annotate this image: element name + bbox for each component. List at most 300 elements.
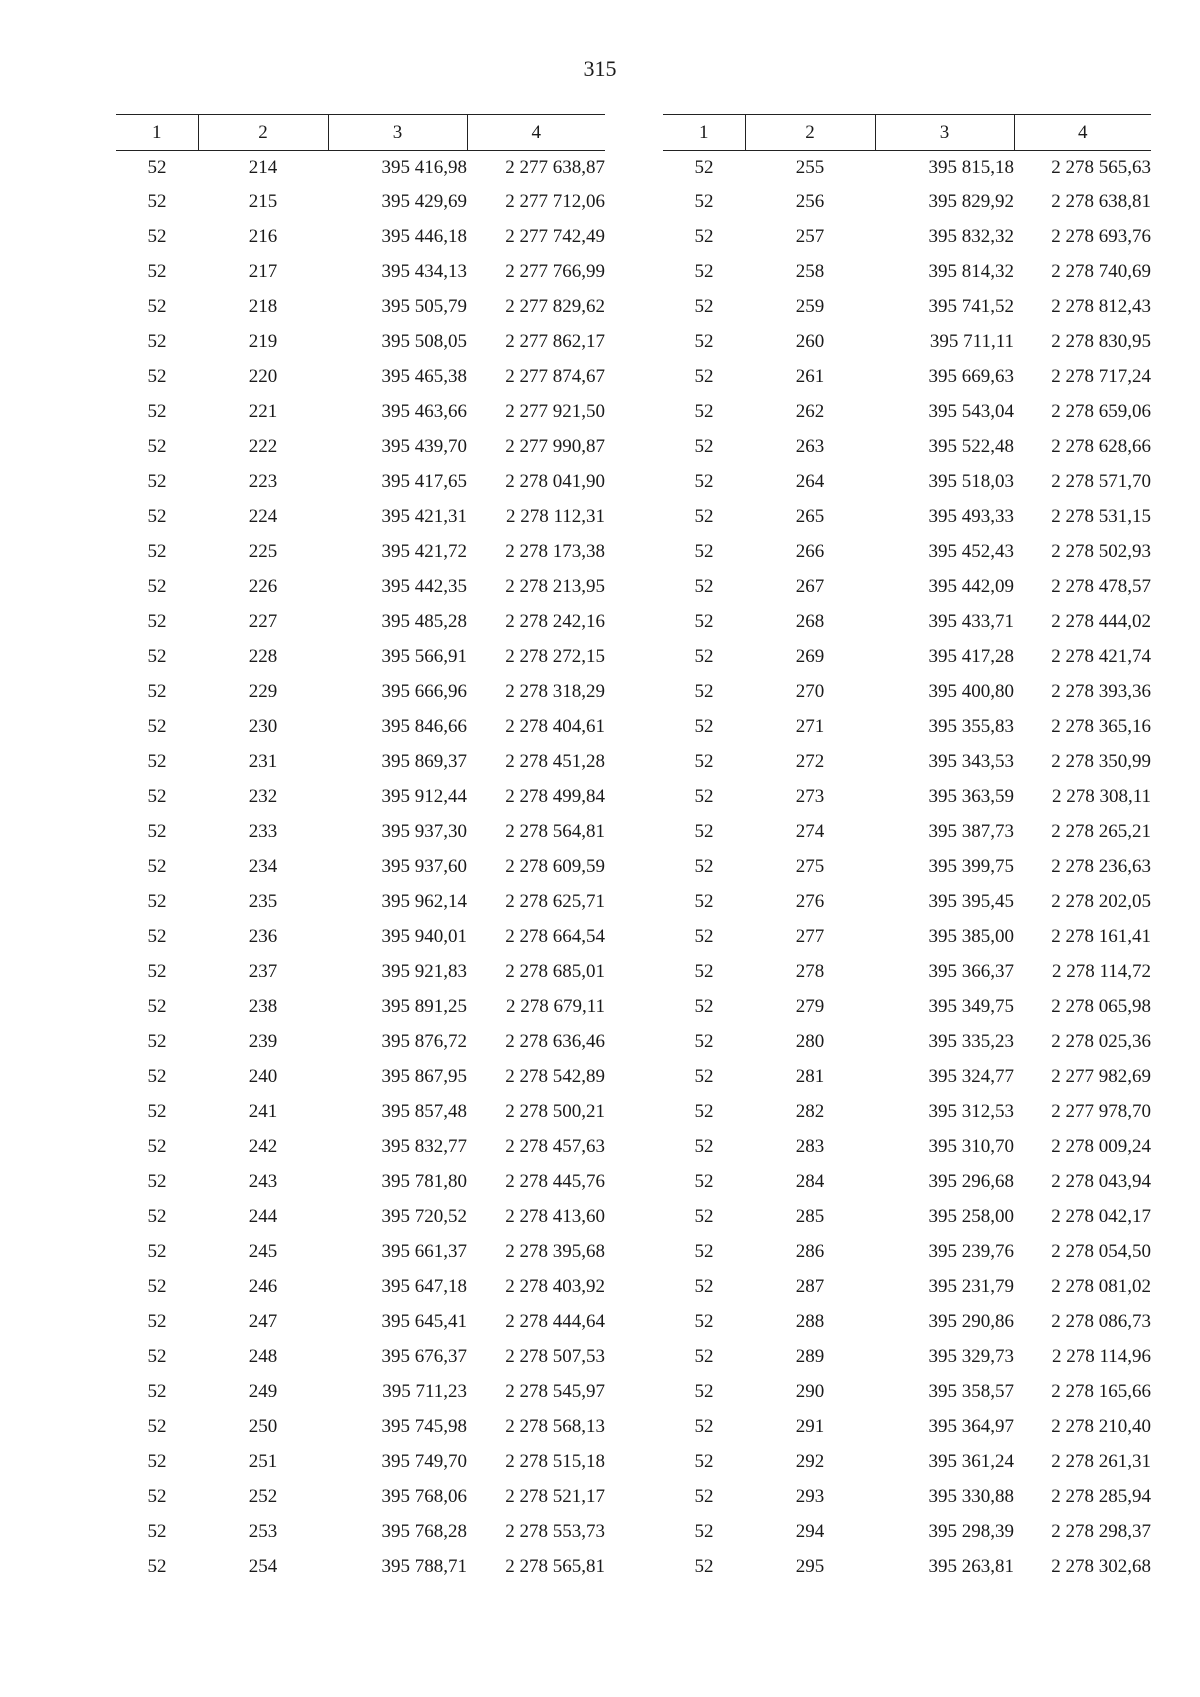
cell-coordinate-x: 395 891,25	[381, 995, 467, 1017]
table-row	[663, 184, 1151, 219]
cell-point-number: 253	[248, 1520, 278, 1542]
table-row	[663, 814, 1151, 849]
cell-contour-number: 52	[147, 785, 167, 807]
cell-coordinate-y: 2 278 685,01	[505, 960, 605, 982]
cell-coordinate-y: 2 278 507,53	[505, 1345, 605, 1367]
cell-coordinate-y: 2 278 531,15	[1051, 505, 1151, 527]
cell-contour-number: 52	[694, 1520, 714, 1542]
cell-coordinate-x: 395 385,00	[928, 925, 1014, 947]
cell-coordinate-y: 2 278 043,94	[1051, 1170, 1151, 1192]
cell-coordinate-y: 2 278 636,46	[505, 1030, 605, 1052]
cell-point-number: 223	[248, 470, 278, 492]
cell-coordinate-y: 2 277 978,70	[1051, 1100, 1151, 1122]
cell-contour-number: 52	[694, 365, 714, 387]
cell-coordinate-y: 2 278 693,76	[1051, 225, 1151, 247]
cell-contour-number: 52	[694, 470, 714, 492]
cell-point-number: 264	[795, 470, 825, 492]
cell-coordinate-y: 2 278 664,54	[505, 925, 605, 947]
table-row	[663, 1234, 1151, 1269]
table-row	[116, 1549, 605, 1584]
cell-point-number: 278	[795, 960, 825, 982]
cell-contour-number: 52	[694, 1275, 714, 1297]
cell-coordinate-x: 395 363,59	[928, 785, 1014, 807]
cell-coordinate-x: 395 912,44	[381, 785, 467, 807]
cell-contour-number: 52	[147, 1275, 167, 1297]
table-row	[116, 674, 605, 709]
cell-coordinate-x: 395 429,69	[381, 190, 467, 212]
cell-point-number: 291	[795, 1415, 825, 1437]
cell-coordinate-x: 395 645,41	[381, 1310, 467, 1332]
cell-point-number: 251	[248, 1450, 278, 1472]
cell-coordinate-x: 395 463,66	[381, 400, 467, 422]
cell-contour-number: 52	[147, 1380, 167, 1402]
cell-coordinate-x: 395 364,97	[928, 1415, 1014, 1437]
table-row	[663, 1094, 1151, 1129]
cell-point-number: 274	[795, 820, 825, 842]
cell-contour-number: 52	[694, 820, 714, 842]
cell-point-number: 273	[795, 785, 825, 807]
cell-contour-number: 52	[147, 1170, 167, 1192]
cell-contour-number: 52	[694, 260, 714, 282]
cell-coordinate-y: 2 278 478,57	[1051, 575, 1151, 597]
cell-contour-number: 52	[694, 156, 714, 178]
cell-contour-number: 52	[147, 750, 167, 772]
cell-point-number: 225	[248, 540, 278, 562]
cell-coordinate-y: 2 277 638,87	[505, 156, 605, 178]
cell-coordinate-x: 395 857,48	[381, 1100, 467, 1122]
table-row	[663, 709, 1151, 744]
table-row	[116, 1129, 605, 1164]
cell-point-number: 292	[795, 1450, 825, 1472]
table-row	[116, 1374, 605, 1409]
table-row	[116, 151, 605, 185]
table-row	[116, 254, 605, 289]
cell-contour-number: 52	[147, 1485, 167, 1507]
cell-contour-number: 52	[694, 1345, 714, 1367]
cell-coordinate-x: 395 749,70	[381, 1450, 467, 1472]
cell-coordinate-y: 2 278 628,66	[1051, 435, 1151, 457]
cell-contour-number: 52	[147, 645, 167, 667]
cell-contour-number: 52	[694, 855, 714, 877]
cell-coordinate-y: 2 278 659,06	[1051, 400, 1151, 422]
table-row	[116, 1409, 605, 1444]
table-row	[116, 1479, 605, 1514]
cell-coordinate-x: 395 666,96	[381, 680, 467, 702]
cell-contour-number: 52	[147, 505, 167, 527]
cell-point-number: 242	[248, 1135, 278, 1157]
cell-point-number: 218	[248, 295, 278, 317]
table-row	[116, 184, 605, 219]
cell-coordinate-x: 395 263,81	[928, 1555, 1014, 1577]
cell-coordinate-x: 395 465,38	[381, 365, 467, 387]
cell-coordinate-x: 395 814,32	[928, 260, 1014, 282]
cell-coordinate-x: 395 505,79	[381, 295, 467, 317]
table-row	[663, 639, 1151, 674]
cell-contour-number: 52	[694, 925, 714, 947]
table-row	[663, 219, 1151, 254]
cell-point-number: 215	[248, 190, 278, 212]
table-row	[116, 989, 605, 1024]
cell-coordinate-x: 395 745,98	[381, 1415, 467, 1437]
cell-contour-number: 52	[147, 960, 167, 982]
cell-coordinate-y: 2 277 766,99	[505, 260, 605, 282]
cell-point-number: 255	[795, 156, 825, 178]
cell-point-number: 254	[248, 1555, 278, 1577]
cell-point-number: 293	[795, 1485, 825, 1507]
table-row	[116, 779, 605, 814]
cell-coordinate-y: 2 277 862,17	[505, 330, 605, 352]
cell-coordinate-y: 2 278 350,99	[1051, 750, 1151, 772]
cell-contour-number: 52	[147, 295, 167, 317]
cell-contour-number: 52	[694, 400, 714, 422]
table-row	[663, 1479, 1151, 1514]
cell-coordinate-y: 2 278 213,95	[505, 575, 605, 597]
cell-point-number: 244	[248, 1205, 278, 1227]
cell-coordinate-x: 395 417,28	[928, 645, 1014, 667]
table-row	[663, 151, 1151, 185]
cell-point-number: 226	[248, 575, 278, 597]
table-row	[116, 534, 605, 569]
cell-coordinate-y: 2 277 921,50	[505, 400, 605, 422]
table-row	[116, 814, 605, 849]
cell-coordinate-x: 395 239,76	[928, 1240, 1014, 1262]
cell-coordinate-x: 395 446,18	[381, 225, 467, 247]
cell-coordinate-y: 2 278 210,40	[1051, 1415, 1151, 1437]
cell-coordinate-y: 2 278 451,28	[505, 750, 605, 772]
cell-coordinate-y: 2 278 553,73	[505, 1520, 605, 1542]
cell-coordinate-x: 395 349,75	[928, 995, 1014, 1017]
cell-coordinate-x: 395 442,35	[381, 575, 467, 597]
cell-coordinate-y: 2 278 740,69	[1051, 260, 1151, 282]
cell-coordinate-y: 2 277 712,06	[505, 190, 605, 212]
table-row	[663, 744, 1151, 779]
table-row	[663, 464, 1151, 499]
cell-point-number: 290	[795, 1380, 825, 1402]
table-row	[116, 919, 605, 954]
cell-contour-number: 52	[694, 890, 714, 912]
cell-coordinate-y: 2 278 025,36	[1051, 1030, 1151, 1052]
cell-point-number: 234	[248, 855, 278, 877]
cell-point-number: 289	[795, 1345, 825, 1367]
cell-coordinate-x: 395 387,73	[928, 820, 1014, 842]
cell-coordinate-y: 2 278 009,24	[1051, 1135, 1151, 1157]
table-row	[663, 569, 1151, 604]
cell-contour-number: 52	[694, 1205, 714, 1227]
cell-point-number: 280	[795, 1030, 825, 1052]
cell-coordinate-y: 2 278 272,15	[505, 645, 605, 667]
cell-contour-number: 52	[694, 1170, 714, 1192]
table-row	[116, 464, 605, 499]
cell-coordinate-x: 395 399,75	[928, 855, 1014, 877]
cell-coordinate-x: 395 962,14	[381, 890, 467, 912]
cell-coordinate-x: 395 867,95	[381, 1065, 467, 1087]
table-header-row	[116, 115, 605, 151]
cell-point-number: 221	[248, 400, 278, 422]
cell-coordinate-x: 395 768,06	[381, 1485, 467, 1507]
cell-coordinate-x: 395 741,52	[928, 295, 1014, 317]
table-row	[116, 1234, 605, 1269]
cell-coordinate-y: 2 278 114,72	[1051, 960, 1151, 982]
cell-coordinate-y: 2 278 161,41	[1051, 925, 1151, 947]
cell-point-number: 247	[248, 1310, 278, 1332]
cell-coordinate-x: 395 829,92	[928, 190, 1014, 212]
cell-point-number: 222	[248, 435, 278, 457]
cell-coordinate-y: 2 277 874,67	[505, 365, 605, 387]
cell-coordinate-y: 2 277 982,69	[1051, 1065, 1151, 1087]
cell-coordinate-y: 2 278 265,21	[1051, 820, 1151, 842]
cell-coordinate-y: 2 278 638,81	[1051, 190, 1151, 212]
cell-coordinate-y: 2 278 500,21	[505, 1100, 605, 1122]
coordinates-table-right	[663, 114, 1151, 1584]
cell-coordinate-x: 395 518,03	[928, 470, 1014, 492]
table-row	[116, 1164, 605, 1199]
table-row	[116, 219, 605, 254]
cell-point-number: 282	[795, 1100, 825, 1122]
cell-contour-number: 52	[147, 1030, 167, 1052]
table-body-right	[663, 151, 1151, 1585]
cell-coordinate-y: 2 278 457,63	[505, 1135, 605, 1157]
cell-contour-number: 52	[694, 295, 714, 317]
cell-contour-number: 52	[147, 1065, 167, 1087]
table-row	[663, 534, 1151, 569]
cell-contour-number: 52	[694, 190, 714, 212]
table-row	[116, 604, 605, 639]
cell-coordinate-x: 395 566,91	[381, 645, 467, 667]
cell-coordinate-y: 2 278 421,74	[1051, 645, 1151, 667]
cell-coordinate-x: 395 937,30	[381, 820, 467, 842]
cell-point-number: 259	[795, 295, 825, 317]
cell-contour-number: 52	[694, 715, 714, 737]
cell-contour-number: 52	[147, 995, 167, 1017]
cell-coordinate-y: 2 278 081,02	[1051, 1275, 1151, 1297]
cell-contour-number: 52	[147, 575, 167, 597]
cell-point-number: 249	[248, 1380, 278, 1402]
cell-coordinate-y: 2 278 236,63	[1051, 855, 1151, 877]
cell-coordinate-x: 395 417,65	[381, 470, 467, 492]
cell-point-number: 295	[795, 1555, 825, 1577]
cell-contour-number: 52	[147, 680, 167, 702]
table-row	[663, 1129, 1151, 1164]
cell-coordinate-x: 395 940,01	[381, 925, 467, 947]
cell-coordinate-y: 2 278 444,02	[1051, 610, 1151, 632]
cell-contour-number: 52	[694, 1450, 714, 1472]
cell-coordinate-y: 2 278 261,31	[1051, 1450, 1151, 1472]
cell-coordinate-x: 395 395,45	[928, 890, 1014, 912]
cell-coordinate-y: 2 278 565,81	[505, 1555, 605, 1577]
column-header: 1	[116, 115, 198, 151]
cell-contour-number: 52	[694, 1240, 714, 1262]
table-row	[663, 1549, 1151, 1584]
table-row	[116, 289, 605, 324]
cell-coordinate-y: 2 278 393,36	[1051, 680, 1151, 702]
cell-contour-number: 52	[147, 540, 167, 562]
page-number: 315	[583, 56, 617, 81]
cell-coordinate-y: 2 278 565,63	[1051, 156, 1151, 178]
cell-contour-number: 52	[694, 1100, 714, 1122]
column-header: 1	[663, 115, 745, 151]
cell-coordinate-y: 2 278 568,13	[505, 1415, 605, 1437]
table-row	[663, 429, 1151, 464]
cell-coordinate-x: 395 312,53	[928, 1100, 1014, 1122]
cell-coordinate-y: 2 278 114,96	[1051, 1345, 1151, 1367]
cell-coordinate-y: 2 278 545,97	[505, 1380, 605, 1402]
cell-coordinate-x: 395 937,60	[381, 855, 467, 877]
table-row	[116, 569, 605, 604]
cell-coordinate-y: 2 278 285,94	[1051, 1485, 1151, 1507]
column-header: 2	[745, 115, 875, 151]
cell-point-number: 268	[795, 610, 825, 632]
cell-coordinate-x: 395 869,37	[381, 750, 467, 772]
cell-coordinate-x: 395 324,77	[928, 1065, 1014, 1087]
cell-point-number: 237	[248, 960, 278, 982]
cell-coordinate-y: 2 278 202,05	[1051, 890, 1151, 912]
cell-coordinate-y: 2 278 403,92	[505, 1275, 605, 1297]
cell-contour-number: 52	[147, 1100, 167, 1122]
cell-contour-number: 52	[147, 1205, 167, 1227]
cell-coordinate-x: 395 421,72	[381, 540, 467, 562]
cell-point-number: 262	[795, 400, 825, 422]
cell-point-number: 270	[795, 680, 825, 702]
cell-contour-number: 52	[694, 995, 714, 1017]
cell-coordinate-y: 2 277 990,87	[505, 435, 605, 457]
cell-contour-number: 52	[147, 1345, 167, 1367]
cell-coordinate-y: 2 278 054,50	[1051, 1240, 1151, 1262]
table-row	[663, 1164, 1151, 1199]
column-header: 4	[467, 115, 605, 151]
cell-point-number: 227	[248, 610, 278, 632]
cell-coordinate-y: 2 278 395,68	[505, 1240, 605, 1262]
table-row	[663, 919, 1151, 954]
cell-coordinate-x: 395 416,98	[381, 156, 467, 178]
cell-point-number: 261	[795, 365, 825, 387]
cell-contour-number: 52	[147, 1415, 167, 1437]
cell-contour-number: 52	[694, 1135, 714, 1157]
cell-contour-number: 52	[147, 1135, 167, 1157]
cell-point-number: 240	[248, 1065, 278, 1087]
table-row	[663, 849, 1151, 884]
cell-contour-number: 52	[694, 1030, 714, 1052]
cell-point-number: 257	[795, 225, 825, 247]
cell-point-number: 256	[795, 190, 825, 212]
cell-point-number: 229	[248, 680, 278, 702]
cell-point-number: 265	[795, 505, 825, 527]
cell-point-number: 219	[248, 330, 278, 352]
cell-coordinate-x: 395 452,43	[928, 540, 1014, 562]
cell-coordinate-x: 395 846,66	[381, 715, 467, 737]
cell-point-number: 246	[248, 1275, 278, 1297]
cell-point-number: 285	[795, 1205, 825, 1227]
cell-contour-number: 52	[694, 785, 714, 807]
cell-coordinate-x: 395 355,83	[928, 715, 1014, 737]
cell-contour-number: 52	[694, 1485, 714, 1507]
cell-contour-number: 52	[147, 190, 167, 212]
table-row	[663, 954, 1151, 989]
cell-point-number: 275	[795, 855, 825, 877]
cell-contour-number: 52	[694, 540, 714, 562]
table-row	[116, 324, 605, 359]
cell-coordinate-y: 2 278 165,66	[1051, 1380, 1151, 1402]
cell-coordinate-x: 395 343,53	[928, 750, 1014, 772]
cell-coordinate-y: 2 278 413,60	[505, 1205, 605, 1227]
cell-coordinate-x: 395 400,80	[928, 680, 1014, 702]
cell-contour-number: 52	[694, 750, 714, 772]
cell-contour-number: 52	[147, 855, 167, 877]
column-header: 3	[328, 115, 467, 151]
cell-coordinate-x: 395 439,70	[381, 435, 467, 457]
cell-point-number: 231	[248, 750, 278, 772]
cell-contour-number: 52	[147, 610, 167, 632]
cell-contour-number: 52	[147, 365, 167, 387]
cell-point-number: 284	[795, 1170, 825, 1192]
cell-coordinate-y: 2 278 812,43	[1051, 295, 1151, 317]
cell-coordinate-y: 2 278 404,61	[505, 715, 605, 737]
cell-coordinate-y: 2 278 298,37	[1051, 1520, 1151, 1542]
cell-coordinate-x: 395 522,48	[928, 435, 1014, 457]
cell-coordinate-y: 2 278 444,64	[505, 1310, 605, 1332]
cell-contour-number: 52	[147, 1450, 167, 1472]
cell-point-number: 248	[248, 1345, 278, 1367]
cell-point-number: 279	[795, 995, 825, 1017]
cell-point-number: 228	[248, 645, 278, 667]
table-row	[663, 1514, 1151, 1549]
cell-contour-number: 52	[694, 225, 714, 247]
cell-contour-number: 52	[694, 1310, 714, 1332]
cell-coordinate-x: 395 543,04	[928, 400, 1014, 422]
column-header: 2	[198, 115, 328, 151]
cell-point-number: 216	[248, 225, 278, 247]
table-row	[116, 954, 605, 989]
cell-coordinate-y: 2 278 065,98	[1051, 995, 1151, 1017]
cell-contour-number: 52	[147, 1555, 167, 1577]
cell-coordinate-x: 395 676,37	[381, 1345, 467, 1367]
cell-contour-number: 52	[147, 890, 167, 912]
cell-contour-number: 52	[147, 156, 167, 178]
cell-coordinate-x: 395 358,57	[928, 1380, 1014, 1402]
table-row	[663, 674, 1151, 709]
cell-coordinate-x: 395 298,39	[928, 1520, 1014, 1542]
table-row	[116, 1094, 605, 1129]
cell-contour-number: 52	[694, 575, 714, 597]
table-body-left	[116, 151, 605, 1585]
cell-coordinate-y: 2 278 521,17	[505, 1485, 605, 1507]
cell-coordinate-x: 395 493,33	[928, 505, 1014, 527]
cell-point-number: 230	[248, 715, 278, 737]
cell-coordinate-y: 2 278 679,11	[505, 995, 605, 1017]
cell-contour-number: 52	[694, 1415, 714, 1437]
table-row	[663, 1444, 1151, 1479]
cell-coordinate-y: 2 278 041,90	[505, 470, 605, 492]
table-row	[663, 394, 1151, 429]
cell-coordinate-y: 2 278 499,84	[505, 785, 605, 807]
table-row	[663, 779, 1151, 814]
cell-coordinate-x: 395 832,77	[381, 1135, 467, 1157]
cell-coordinate-x: 395 508,05	[381, 330, 467, 352]
cell-point-number: 277	[795, 925, 825, 947]
cell-coordinate-y: 2 278 318,29	[505, 680, 605, 702]
table-row	[663, 499, 1151, 534]
cell-point-number: 232	[248, 785, 278, 807]
cell-point-number: 269	[795, 645, 825, 667]
cell-coordinate-x: 395 335,23	[928, 1030, 1014, 1052]
table-row	[663, 884, 1151, 919]
cell-point-number: 266	[795, 540, 825, 562]
table-row	[663, 324, 1151, 359]
cell-point-number: 214	[248, 156, 278, 178]
cell-coordinate-y: 2 278 571,70	[1051, 470, 1151, 492]
table-row	[663, 604, 1151, 639]
table-row	[116, 1444, 605, 1479]
table-row	[116, 499, 605, 534]
